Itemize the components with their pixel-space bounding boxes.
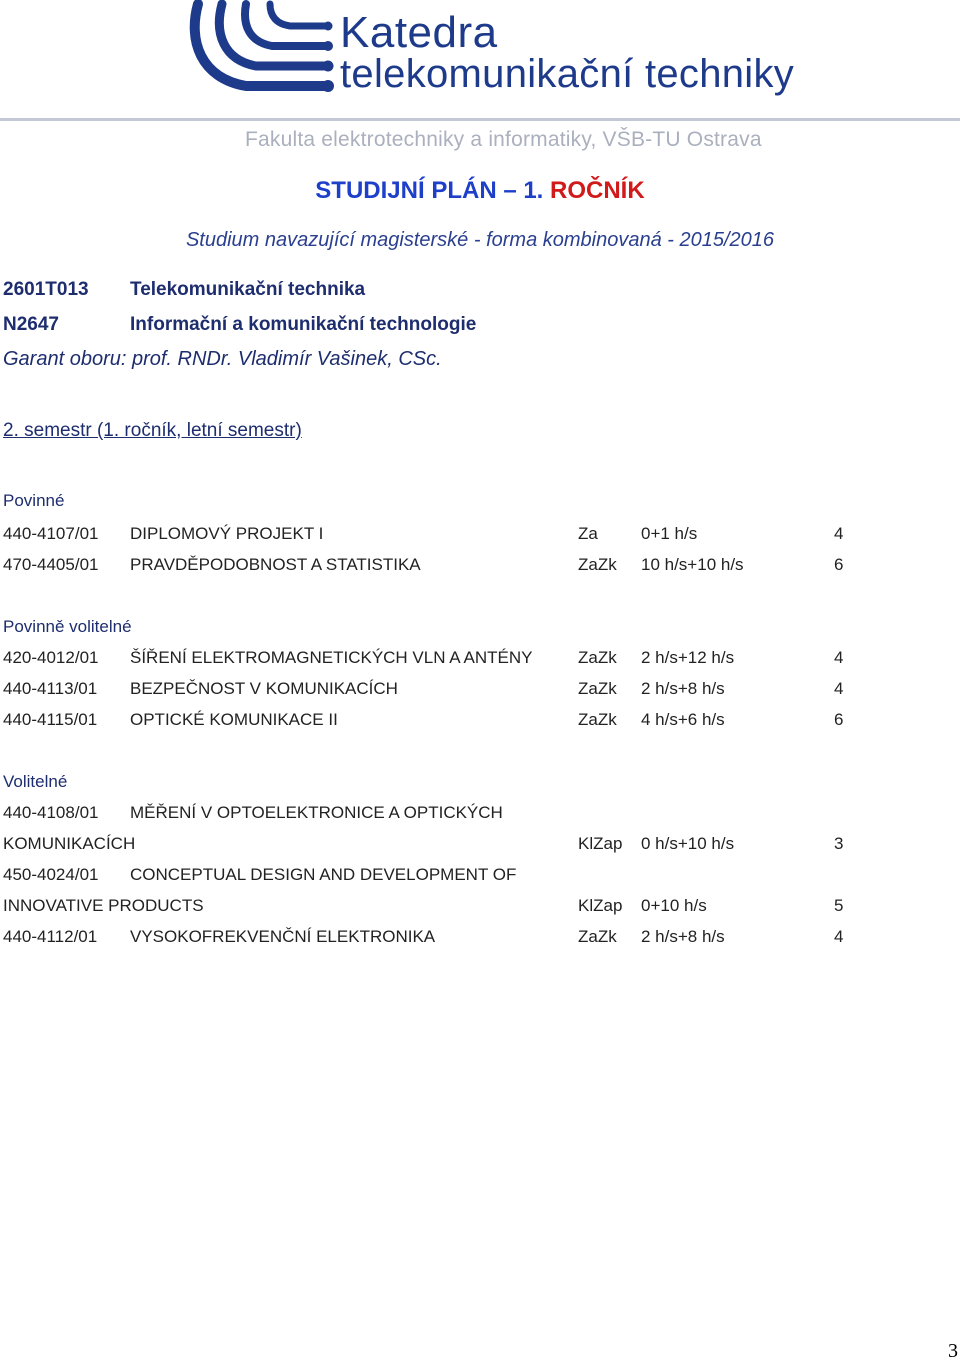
course-name: MĚŘENÍ V OPTOELEKTRONICE A OPTICKÝCH	[130, 803, 503, 822]
course-code: 440-4115/01	[3, 710, 98, 729]
course-code: 440-4113/01	[3, 679, 98, 698]
page-number: 3	[948, 1340, 958, 1362]
course-credits: 4	[834, 927, 844, 946]
course-code: 470-4405/01	[3, 555, 99, 574]
title-part2: ROČNÍK	[550, 177, 645, 204]
course-credits: 6	[834, 555, 844, 574]
course-code: 420-4012/01	[3, 648, 99, 667]
course-hours: 10 h/s+10 h/s	[641, 555, 744, 574]
course-code: 440-4108/01	[3, 803, 99, 822]
course-code: 450-4024/01	[3, 865, 99, 884]
course-name: DIPLOMOVÝ PROJEKT I	[130, 524, 324, 543]
course-hours: 2 h/s+8 h/s	[641, 679, 725, 698]
course-name: PRAVDĚPODOBNOST A STATISTIKA	[130, 555, 421, 574]
field-guarantor: Garant oboru: prof. RNDr. Vladimír Vašinek, CSc.	[3, 348, 442, 370]
course-name-continued: KOMUNIKACÍCH	[3, 834, 136, 853]
course-hours: 0+1 h/s	[641, 524, 698, 543]
course-type: KlZap	[578, 896, 623, 915]
course-credits: 3	[834, 834, 844, 853]
course-name: OPTICKÉ KOMUNIKACE II	[130, 710, 338, 729]
course-name: BEZPEČNOST V KOMUNIKACÍCH	[130, 679, 398, 698]
course-type: ZaZk	[578, 648, 617, 667]
header-divider	[0, 118, 960, 121]
course-credits: 4	[834, 648, 844, 667]
course-type: Za	[578, 524, 598, 543]
page-title	[0, 177, 960, 205]
course-name: VYSOKOFREKVENČNÍ ELEKTRONIKA	[130, 927, 436, 946]
page-subtitle: Studium navazující magisterské - forma kombinovaná - 2015/2016	[185, 229, 775, 251]
course-credits: 5	[834, 896, 844, 915]
semester-heading: 2. semestr (1. ročník, letní semestr)	[3, 420, 302, 441]
course-name: ŠÍŘENÍ ELEKTROMAGNETICKÝCH VLN A ANTÉNY	[130, 648, 533, 667]
course-code: 440-4107/01	[3, 524, 99, 543]
logo-title-line1: Katedra	[340, 8, 498, 57]
program-code: N2647	[3, 314, 59, 335]
department-logo-mark	[186, 0, 334, 96]
section-heading-elective: Volitelné	[3, 772, 68, 791]
course-type: KlZap	[578, 834, 623, 853]
section-heading-required: Povinné	[3, 491, 65, 510]
course-credits: 4	[834, 679, 844, 698]
course-type: ZaZk	[578, 710, 617, 729]
course-hours: 0 h/s+10 h/s	[641, 834, 735, 853]
faculty-name: Fakulta elektrotechniky a informatiky, VŠB-TU Ostrava	[245, 128, 762, 151]
course-hours: 4 h/s+6 h/s	[641, 710, 725, 729]
course-code: 440-4112/01	[3, 927, 98, 946]
course-hours: 2 h/s+12 h/s	[641, 648, 735, 667]
title-part1: STUDIJNÍ PLÁN – 1.	[315, 177, 544, 204]
course-type: ZaZk	[578, 679, 617, 698]
program-code: 2601T013	[3, 279, 89, 300]
course-credits: 4	[834, 524, 844, 543]
section-heading-required-elective: Povinně volitelné	[3, 617, 132, 636]
course-type: ZaZk	[578, 555, 617, 574]
program-name: Telekomunikační technika	[130, 279, 366, 300]
course-type: ZaZk	[578, 927, 617, 946]
course-name: CONCEPTUAL DESIGN AND DEVELOPMENT OF	[130, 865, 517, 884]
program-name: Informační a komunikační technologie	[130, 314, 477, 335]
logo-title-line2: telekomunikační techniky	[340, 52, 795, 96]
course-hours: 0+10 h/s	[641, 896, 707, 915]
course-hours: 2 h/s+8 h/s	[641, 927, 725, 946]
course-credits: 6	[834, 710, 844, 729]
course-name-continued: INNOVATIVE PRODUCTS	[3, 896, 204, 915]
